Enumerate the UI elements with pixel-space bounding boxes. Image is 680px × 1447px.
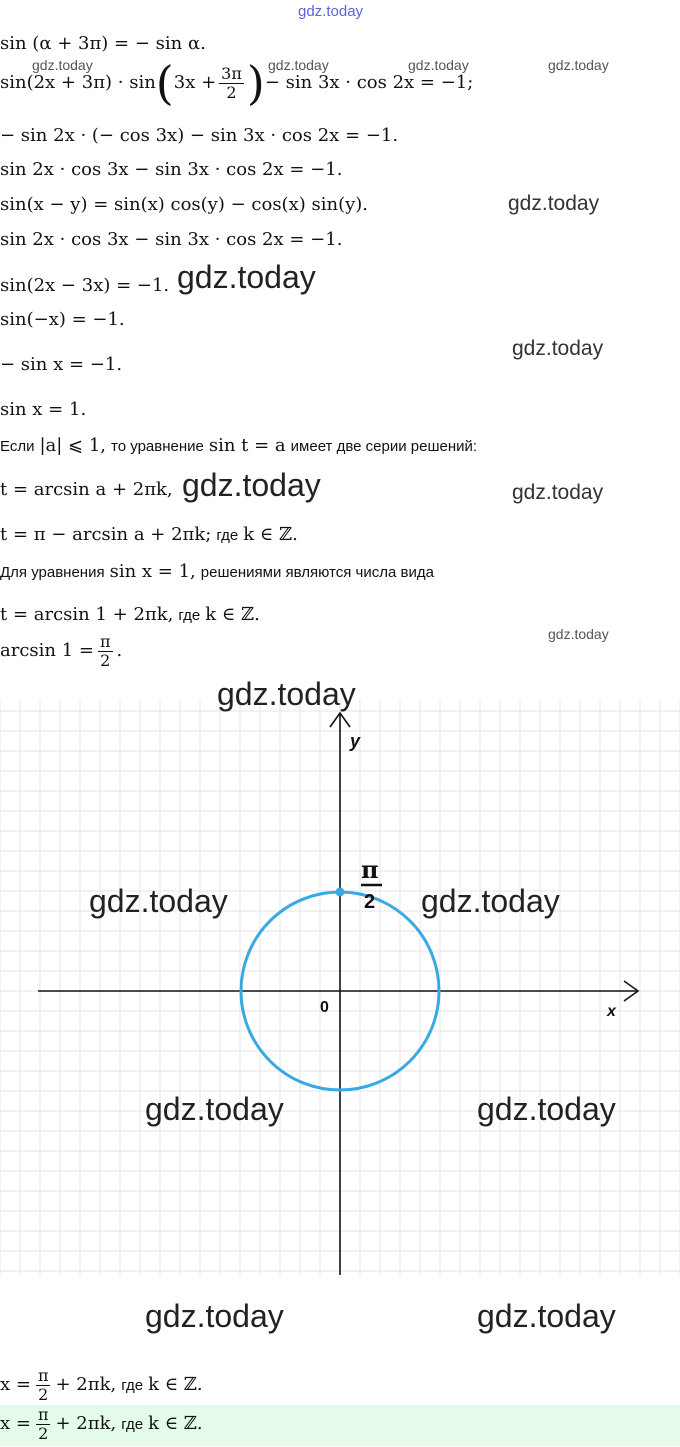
math-part: sin x = 1, bbox=[109, 561, 196, 582]
math-part: |a| ⩽ 1, bbox=[39, 435, 107, 456]
fraction-numerator: π bbox=[37, 1365, 49, 1385]
watermark: gdz.today bbox=[408, 57, 469, 73]
x-axis-label: x bbox=[607, 1003, 616, 1020]
equation-line-8: sin(−x) = −1. bbox=[0, 309, 125, 330]
fraction-3pi-over-2 bbox=[219, 65, 244, 102]
math-part: k ∈ ℤ. bbox=[148, 1374, 203, 1395]
eq2-part-b: 3x + bbox=[173, 72, 217, 93]
math-part: k ∈ ℤ. bbox=[243, 524, 298, 545]
text-part: решениями являются числа вида bbox=[200, 564, 434, 581]
point-label-numerator: π bbox=[361, 855, 379, 884]
equation-line-16 bbox=[0, 627, 122, 675]
math-part: arcsin 1 = bbox=[0, 640, 94, 661]
watermark: gdz.today bbox=[268, 57, 329, 73]
equation-line-10: sin x = 1. bbox=[0, 399, 87, 420]
fraction-denominator: 2 bbox=[38, 1384, 49, 1404]
left-paren: ( bbox=[155, 56, 174, 110]
watermark: gdz.today bbox=[477, 1091, 616, 1127]
fraction-denominator: 2 bbox=[100, 650, 111, 670]
text-line-14 bbox=[0, 561, 434, 583]
equation-line-3: − sin 2x · (− cos 3x) − sin 3x · cos 2x = −1. bbox=[0, 125, 399, 146]
text-part: имеет две серии решений: bbox=[290, 438, 478, 455]
equation-line-6: sin 2x · cos 3x − sin 3x · cos 2x = −1. bbox=[0, 229, 343, 250]
watermark: gdz.today bbox=[477, 1298, 616, 1334]
watermark: gdz.today bbox=[145, 1298, 284, 1334]
fraction-denominator: 2 bbox=[38, 1423, 49, 1443]
equation-line-1: sin (α + 3π) = − sin α. bbox=[0, 33, 206, 54]
fraction-numerator: π bbox=[37, 1404, 49, 1424]
watermark: gdz.today bbox=[182, 467, 321, 503]
eq2-part-a: sin(2x + 3π) · sin bbox=[0, 72, 156, 93]
watermark-top: gdz.today bbox=[298, 3, 364, 20]
point-pi-over-2 bbox=[336, 888, 345, 897]
fraction-denominator: 2 bbox=[226, 82, 237, 102]
point-label-denominator: 2 bbox=[364, 891, 376, 913]
math-part: x = bbox=[0, 1374, 31, 1395]
math-part: + 2πk, bbox=[55, 1413, 117, 1434]
eq2-part-c: − sin 3x · cos 2x = −1; bbox=[264, 72, 474, 93]
watermark: gdz.today bbox=[145, 1091, 284, 1127]
math-part: t = π − arcsin a + 2πk; bbox=[0, 524, 212, 545]
math-part: k ∈ ℤ. bbox=[205, 604, 260, 625]
watermark: gdz.today bbox=[32, 57, 93, 73]
equation-line-2 bbox=[0, 58, 473, 108]
math-part: sin t = a bbox=[208, 435, 286, 456]
watermark: gdz.today bbox=[508, 192, 600, 215]
text-part: Для уравнения bbox=[0, 564, 105, 581]
fraction-pi-over-2 bbox=[36, 1367, 51, 1404]
text-part: где bbox=[216, 527, 239, 544]
equation-line-15 bbox=[0, 604, 260, 626]
math-part: . bbox=[116, 640, 123, 661]
equation-line-13 bbox=[0, 524, 298, 546]
fraction-numerator: 3π bbox=[221, 63, 242, 83]
origin-label: 0 bbox=[320, 999, 329, 1016]
equation-line-4: sin 2x · cos 3x − sin 3x · cos 2x = −1. bbox=[0, 159, 343, 180]
math-part: + 2πk, bbox=[55, 1374, 117, 1395]
watermark: gdz.today bbox=[548, 626, 609, 642]
text-line-11 bbox=[0, 435, 477, 457]
equation-line-5: sin(x − y) = sin(x) cos(y) − cos(x) sin(y). bbox=[0, 194, 368, 215]
answer-line bbox=[0, 1401, 203, 1447]
math-part: x = bbox=[0, 1413, 31, 1434]
right-paren: ) bbox=[246, 56, 265, 110]
watermark: gdz.today bbox=[548, 57, 609, 73]
watermark: gdz.today bbox=[89, 883, 228, 919]
watermark: gdz.today bbox=[512, 481, 604, 504]
equation-line-12: t = arcsin a + 2πk, bbox=[0, 479, 173, 500]
text-part: где bbox=[178, 607, 201, 624]
unit-circle-graph bbox=[0, 700, 680, 1275]
text-part: Если bbox=[0, 438, 35, 455]
fraction-numerator: π bbox=[99, 631, 111, 651]
watermark: gdz.today bbox=[421, 883, 560, 919]
text-part: то уравнение bbox=[111, 438, 204, 455]
watermark: gdz.today bbox=[512, 337, 604, 360]
fraction-pi-over-2 bbox=[36, 1406, 51, 1443]
math-part: t = arcsin 1 + 2πk, bbox=[0, 604, 174, 625]
text-part: где bbox=[121, 1376, 144, 1394]
watermark: gdz.today bbox=[177, 259, 316, 295]
text-part: где bbox=[121, 1415, 144, 1433]
watermark: gdz.today bbox=[217, 676, 356, 712]
equation-line-7: sin(2x − 3x) = −1. bbox=[0, 275, 170, 296]
equation-line-9: − sin x = −1. bbox=[0, 354, 123, 375]
fraction-pi-over-2 bbox=[98, 633, 113, 670]
y-axis-label: y bbox=[350, 731, 361, 751]
math-part: k ∈ ℤ. bbox=[148, 1413, 203, 1434]
